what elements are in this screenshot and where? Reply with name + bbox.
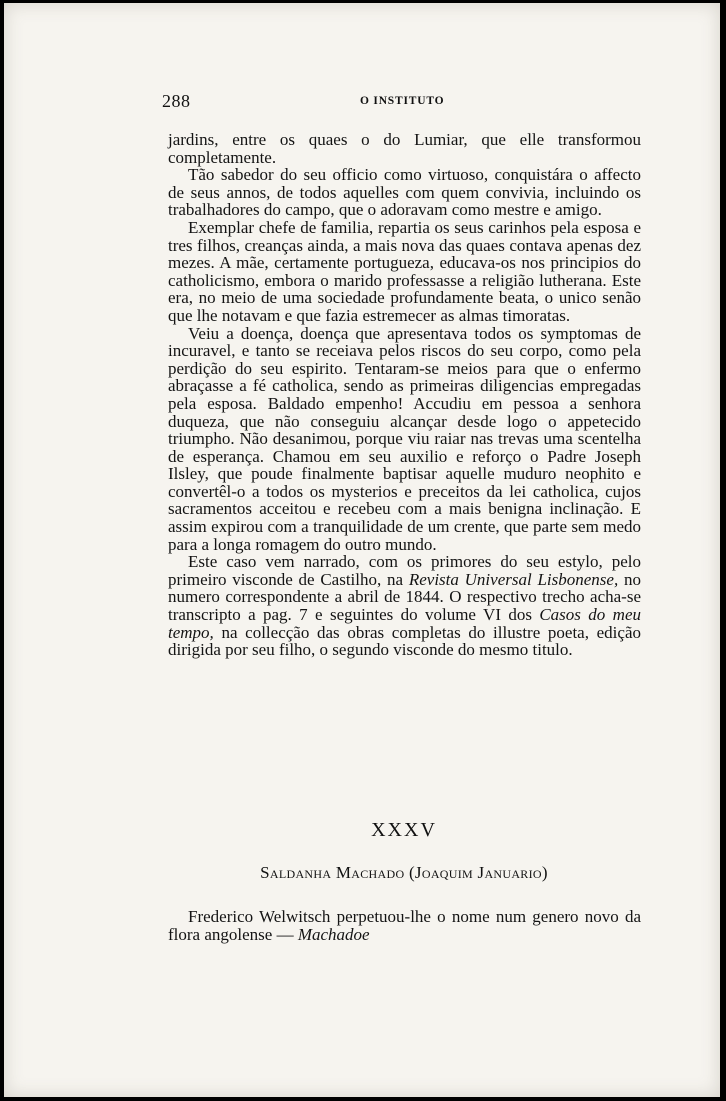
- running-title: O INSTITUTO: [360, 95, 445, 107]
- closing-italic: Machadoe: [297, 924, 370, 944]
- chapter-number: XXXV: [371, 819, 437, 841]
- paragraph-2: Tão sabedor do seu officio como virtuoso, conquistára o affecto de seus annos, de todos aquelles com quem convivia, incluindo os trabalhadores do campo, que o adoravam como mestre e amigo.: [168, 165, 641, 220]
- closing-text-before: Frederico Welwitsch perpetuou-lhe o nome num genero novo da flora angolense —: [168, 907, 641, 944]
- paragraph-5-text-after: na collecção das obras completas do illustre poeta, edição dirigida por seu filho, o segundo visconde do mesmo titulo.: [168, 622, 641, 660]
- paragraph-4: Veiu a doença, doença que apresentava todos os symptomas de incuravel, e tanto se receiava pelos riscos do seu corpo, como pela perdição do seu espirito. Tentaram-se meios para que o enfermo abraçasse a fé catholica, sendo as primeiras diligencias empregadas pela esposa. Baldado empenho! Accudiu em pessoa a senhora duqueza, que não conseguiu alcançar desde logo o appetecido triumpho. Não desanimou, porque viu raiar nas trevas uma scentelha de esperança. Chamou em seu auxilio e reforço o Padre Joseph Ilsley, que poude finalmente baptisar aquelle muduro neophito e convertêl-o a todos os mysterios e preceitos da lei catholica, cujos sacramentos acceitou e recebeu com a mais benigna inclinação. E assim expirou com a tranquilidade de um crente, que parte sem medo para a longa romagem do outro mundo.: [168, 323, 641, 554]
- paragraph-5-text-middle: no numero correspondente a abril de 1844. O respectivo trecho acha-se transcripto a pag. 7 e seguintes do volume VI dos: [168, 569, 642, 625]
- page-number: 288: [162, 91, 191, 111]
- document-page: [4, 3, 720, 1097]
- paragraph-5-italic-title-1: Revista Universal Lisbonense,: [408, 569, 619, 589]
- paragraph-1: jardins, entre os quaes o do Lumiar, que elle transformou completamente.: [168, 130, 641, 167]
- chapter-title: Saldanha Machado (Joaquim Januario): [260, 863, 548, 882]
- page-header: [162, 91, 642, 115]
- body-text: [168, 131, 641, 659]
- paragraph-5-italic-title-2: Casos do meu tempo,: [168, 605, 641, 642]
- closing-paragraph: [168, 908, 641, 943]
- paragraph-5-text-before: Este caso vem narrado, com os primores do seu estylo, pelo primeiro visconde de Castilho, na: [168, 552, 641, 589]
- closing-text: [168, 908, 641, 943]
- paragraph-3: Exemplar chefe de familia, repartia os seus carinhos pela esposa e tres filhos, creanças ainda, a mais nova das quaes contava apenas dez mezes. A mãe, certamente portugueza, educava-os nos principios do catholicismo, embora o marido professasse a religião lutherana. Este era, no meio de uma sociedade profundamente beata, o unico senão que lhe notavam e que fazia estremecer as almas timoratas.: [168, 217, 641, 325]
- paragraph-5: [168, 553, 641, 659]
